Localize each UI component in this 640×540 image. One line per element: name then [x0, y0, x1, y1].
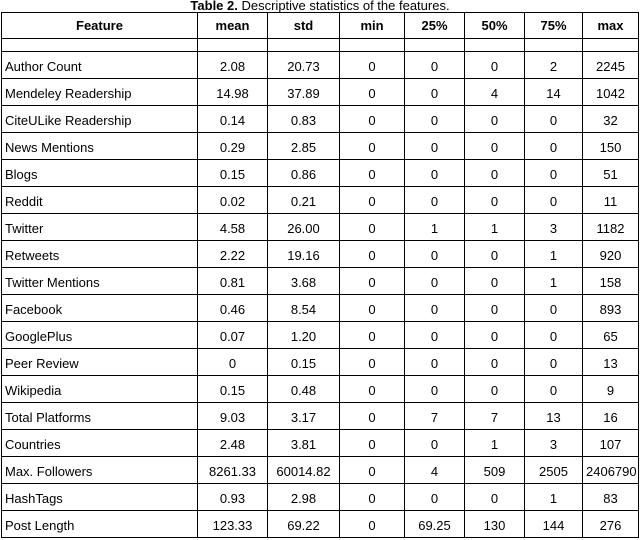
cell-p25: 4 — [405, 457, 465, 484]
cell-p25: 1 — [405, 214, 465, 241]
table-row — [2, 106, 639, 133]
cell-feature: Mendeley Readership — [2, 79, 198, 106]
table-row — [2, 376, 639, 403]
table-row — [2, 214, 639, 241]
cell-std: 8.54 — [268, 295, 340, 322]
cell-p50: 0 — [465, 106, 525, 133]
cell-p25: 0 — [405, 106, 465, 133]
cell-min: 0 — [340, 52, 405, 79]
cell-max: 893 — [583, 295, 639, 322]
cell-feature: GooglePlus — [2, 322, 198, 349]
cell-p75: 13 — [525, 403, 583, 430]
cell-p75: 3 — [525, 430, 583, 457]
cell-p75: 1 — [525, 484, 583, 511]
cell-p75: 0 — [525, 295, 583, 322]
cell-min: 0 — [340, 511, 405, 538]
cell-feature: Reddit — [2, 187, 198, 214]
cell-p75: 14 — [525, 79, 583, 106]
cell-p75: 0 — [525, 349, 583, 376]
cell-p75: 0 — [525, 376, 583, 403]
cell-p50: 0 — [465, 268, 525, 295]
header-std: std — [268, 13, 340, 39]
cell-max: 13 — [583, 349, 639, 376]
cell-mean: 2.08 — [198, 52, 268, 79]
cell-p25: 0 — [405, 187, 465, 214]
cell-feature: Peer Review — [2, 349, 198, 376]
cell-feature: Author Count — [2, 52, 198, 79]
cell-max: 276 — [583, 511, 639, 538]
cell-min: 0 — [340, 241, 405, 268]
cell-p75: 0 — [525, 160, 583, 187]
cell-p25: 0 — [405, 268, 465, 295]
cell-p25: 69.25 — [405, 511, 465, 538]
cell-feature: News Mentions — [2, 133, 198, 160]
cell-min: 0 — [340, 322, 405, 349]
cell-std: 69.22 — [268, 511, 340, 538]
cell-p75: 0 — [525, 106, 583, 133]
header-p25: 25% — [405, 13, 465, 39]
cell-std: 60014.82 — [268, 457, 340, 484]
cell-max: 51 — [583, 160, 639, 187]
cell-std: 19.16 — [268, 241, 340, 268]
cell-std: 1.20 — [268, 322, 340, 349]
cell-feature: Total Platforms — [2, 403, 198, 430]
table-row — [2, 511, 639, 538]
header-max: max — [583, 13, 639, 39]
header-feature: Feature — [2, 13, 198, 39]
cell-feature: Twitter Mentions — [2, 268, 198, 295]
header-row — [2, 13, 639, 39]
table-row — [2, 79, 639, 106]
cell-min: 0 — [340, 268, 405, 295]
table-row — [2, 457, 639, 484]
cell-max: 1042 — [583, 79, 639, 106]
cell-mean: 0.29 — [198, 133, 268, 160]
header-mean: mean — [198, 13, 268, 39]
header-p75: 75% — [525, 13, 583, 39]
cell-mean: 9.03 — [198, 403, 268, 430]
cell-min: 0 — [340, 106, 405, 133]
table-row — [2, 268, 639, 295]
cell-p50: 0 — [465, 160, 525, 187]
caption-text: Descriptive statistics of the features. — [237, 0, 450, 13]
cell-p50: 1 — [465, 430, 525, 457]
cell-min: 0 — [340, 376, 405, 403]
cell-p75: 0 — [525, 187, 583, 214]
cell-max: 9 — [583, 376, 639, 403]
table-row — [2, 349, 639, 376]
cell-max: 150 — [583, 133, 639, 160]
cell-min: 0 — [340, 79, 405, 106]
header-p50: 50% — [465, 13, 525, 39]
cell-std: 0.21 — [268, 187, 340, 214]
cell-mean: 0.14 — [198, 106, 268, 133]
cell-max: 65 — [583, 322, 639, 349]
table-row — [2, 484, 639, 511]
cell-mean: 0.07 — [198, 322, 268, 349]
cell-std: 3.68 — [268, 268, 340, 295]
cell-mean: 0 — [198, 349, 268, 376]
cell-std: 3.81 — [268, 430, 340, 457]
cell-p50: 0 — [465, 295, 525, 322]
cell-p25: 0 — [405, 79, 465, 106]
cell-min: 0 — [340, 187, 405, 214]
cell-std: 20.73 — [268, 52, 340, 79]
cell-p25: 0 — [405, 133, 465, 160]
cell-std: 0.15 — [268, 349, 340, 376]
cell-feature: Max. Followers — [2, 457, 198, 484]
cell-p50: 0 — [465, 52, 525, 79]
cell-min: 0 — [340, 133, 405, 160]
cell-feature: Wikipedia — [2, 376, 198, 403]
cell-p50: 1 — [465, 214, 525, 241]
cell-p50: 4 — [465, 79, 525, 106]
cell-mean: 2.48 — [198, 430, 268, 457]
cell-feature: Retweets — [2, 241, 198, 268]
cell-mean: 123.33 — [198, 511, 268, 538]
cell-p50: 0 — [465, 349, 525, 376]
caption-label: Table 2. — [190, 0, 238, 13]
cell-p75: 2 — [525, 52, 583, 79]
cell-mean: 14.98 — [198, 79, 268, 106]
cell-max: 32 — [583, 106, 639, 133]
header-min: min — [340, 13, 405, 39]
cell-std: 37.89 — [268, 79, 340, 106]
cell-p50: 0 — [465, 376, 525, 403]
cell-p75: 144 — [525, 511, 583, 538]
cell-max: 1182 — [583, 214, 639, 241]
table-row — [2, 160, 639, 187]
cell-min: 0 — [340, 403, 405, 430]
cell-p75: 1 — [525, 241, 583, 268]
cell-min: 0 — [340, 349, 405, 376]
cell-p75: 2505 — [525, 457, 583, 484]
cell-max: 2245 — [583, 52, 639, 79]
descriptive-statistics-table — [1, 12, 639, 538]
cell-std: 2.98 — [268, 484, 340, 511]
cell-max: 11 — [583, 187, 639, 214]
cell-min: 0 — [340, 295, 405, 322]
cell-std: 0.83 — [268, 106, 340, 133]
cell-mean: 0.93 — [198, 484, 268, 511]
cell-feature: Post Length — [2, 511, 198, 538]
cell-mean: 0.46 — [198, 295, 268, 322]
table-row — [2, 187, 639, 214]
cell-min: 0 — [340, 214, 405, 241]
table-row — [2, 295, 639, 322]
cell-feature: Twitter — [2, 214, 198, 241]
cell-p75: 0 — [525, 322, 583, 349]
cell-max: 16 — [583, 403, 639, 430]
cell-min: 0 — [340, 160, 405, 187]
cell-mean: 0.15 — [198, 160, 268, 187]
cell-p50: 7 — [465, 403, 525, 430]
cell-mean: 0.81 — [198, 268, 268, 295]
cell-feature: HashTags — [2, 484, 198, 511]
cell-mean: 8261.33 — [198, 457, 268, 484]
cell-p25: 0 — [405, 52, 465, 79]
cell-min: 0 — [340, 430, 405, 457]
cell-max: 2406790 — [583, 457, 639, 484]
cell-p25: 7 — [405, 403, 465, 430]
cell-min: 0 — [340, 457, 405, 484]
cell-max: 83 — [583, 484, 639, 511]
cell-p50: 0 — [465, 484, 525, 511]
cell-std: 26.00 — [268, 214, 340, 241]
cell-p50: 0 — [465, 322, 525, 349]
cell-mean: 4.58 — [198, 214, 268, 241]
spacer-row — [2, 39, 639, 52]
cell-max: 107 — [583, 430, 639, 457]
cell-p25: 0 — [405, 484, 465, 511]
table-row — [2, 403, 639, 430]
cell-max: 920 — [583, 241, 639, 268]
cell-mean: 0.02 — [198, 187, 268, 214]
cell-p50: 0 — [465, 241, 525, 268]
cell-p25: 0 — [405, 160, 465, 187]
cell-feature: Blogs — [2, 160, 198, 187]
cell-p25: 0 — [405, 295, 465, 322]
table-row — [2, 52, 639, 79]
cell-feature: Countries — [2, 430, 198, 457]
cell-p25: 0 — [405, 349, 465, 376]
cell-p25: 0 — [405, 322, 465, 349]
cell-p75: 1 — [525, 268, 583, 295]
cell-p50: 0 — [465, 133, 525, 160]
table-row — [2, 322, 639, 349]
cell-std: 0.86 — [268, 160, 340, 187]
cell-p75: 0 — [525, 133, 583, 160]
cell-mean: 0.15 — [198, 376, 268, 403]
table-row — [2, 133, 639, 160]
cell-feature: Facebook — [2, 295, 198, 322]
cell-std: 3.17 — [268, 403, 340, 430]
cell-p50: 0 — [465, 187, 525, 214]
table-row — [2, 241, 639, 268]
cell-mean: 2.22 — [198, 241, 268, 268]
cell-p25: 0 — [405, 430, 465, 457]
cell-p25: 0 — [405, 376, 465, 403]
cell-p75: 3 — [525, 214, 583, 241]
cell-p50: 130 — [465, 511, 525, 538]
cell-std: 2.85 — [268, 133, 340, 160]
cell-min: 0 — [340, 484, 405, 511]
cell-p50: 509 — [465, 457, 525, 484]
cell-max: 158 — [583, 268, 639, 295]
cell-std: 0.48 — [268, 376, 340, 403]
table-row — [2, 430, 639, 457]
cell-p25: 0 — [405, 241, 465, 268]
cell-feature: CiteULike Readership — [2, 106, 198, 133]
